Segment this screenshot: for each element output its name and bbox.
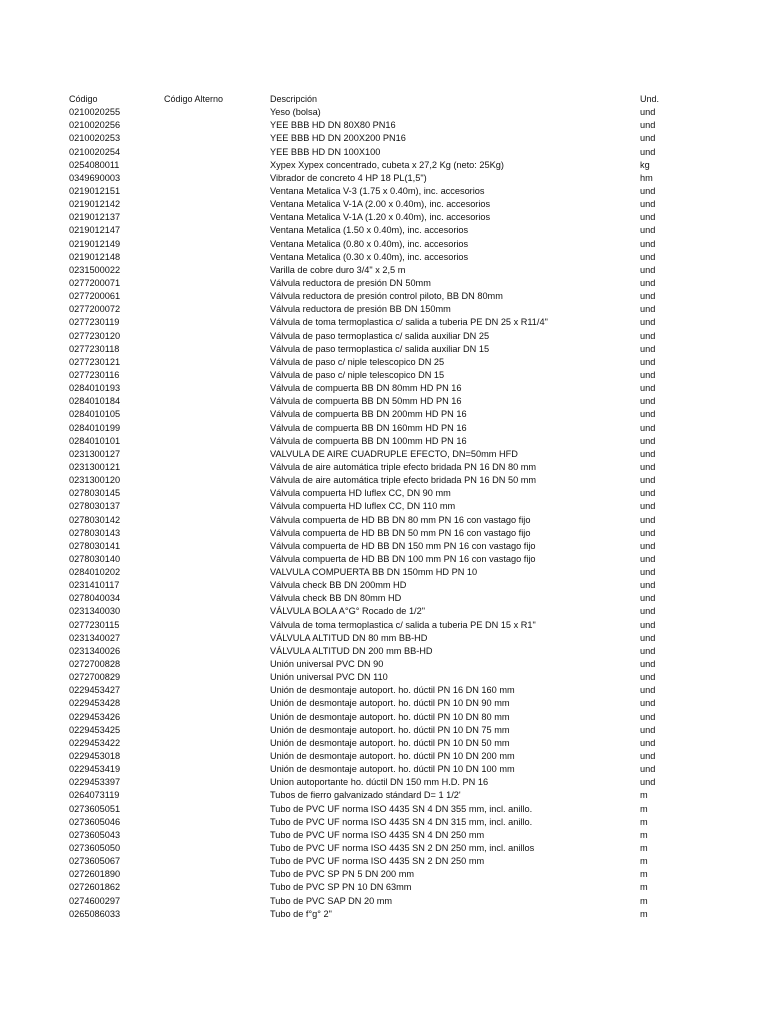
cell-unit: kg	[640, 159, 650, 170]
cell-unit: m	[640, 803, 648, 814]
cell-description: Válvula check BB DN 80mm HD	[270, 593, 402, 604]
cell-unit: und	[640, 304, 656, 315]
cell-code: 0210020256	[69, 120, 121, 131]
cell-unit: und	[640, 724, 656, 735]
cell-unit: und	[640, 461, 656, 472]
cell-code: 0231410117	[69, 580, 120, 591]
cell-code: 0273605046	[69, 816, 121, 827]
cell-description: Tubo de PVC UF norma ISO 4435 SN 4 DN 315 mm, incl. anillo.	[270, 816, 533, 827]
table-row	[0, 277, 768, 290]
cell-code: 0231340027	[69, 632, 121, 643]
cell-unit: und	[640, 225, 656, 236]
cell-unit: und	[640, 540, 656, 551]
cell-code: 0231500022	[69, 264, 121, 275]
table-row	[0, 619, 768, 632]
table-row	[0, 251, 768, 264]
cell-description: VÁLVULA ALTITUD DN 200 mm BB-HD	[270, 645, 433, 656]
table-row	[0, 435, 768, 448]
cell-description: Unión de desmontaje autoport. ho. dúctil PN 10 DN 200 mm	[270, 751, 515, 762]
table-row	[0, 514, 768, 527]
cell-code: 0231340030	[69, 606, 121, 617]
cell-description: Unión de desmontaje autoport. ho. dúctil PN 10 DN 50 mm	[270, 737, 510, 748]
header-description: Descripción	[270, 94, 318, 104]
cell-unit: m	[640, 856, 648, 867]
cell-unit: und	[640, 501, 656, 512]
cell-description: Tubo de PVC UF norma ISO 4435 SN 2 DN 250 mm, incl. anillos	[270, 843, 535, 854]
cell-description: YEE BBB HD DN 100X100	[270, 146, 381, 157]
table-row	[0, 408, 768, 421]
cell-description: Xypex Xypex concentrado, cubeta x 27,2 Kg (neto: 25Kg)	[270, 159, 504, 170]
table-row	[0, 553, 768, 566]
table-row	[0, 185, 768, 198]
cell-code: 0229453419	[69, 764, 121, 775]
table-row	[0, 211, 768, 224]
cell-unit: m	[640, 908, 648, 919]
cell-description: Tubo de PVC UF norma ISO 4435 SN 2 DN 250 mm	[270, 856, 485, 867]
cell-code: 0219012151	[69, 185, 121, 196]
table-row	[0, 330, 768, 343]
cell-code: 0284010199	[69, 422, 121, 433]
cell-code: 0273605067	[69, 856, 121, 867]
table-row	[0, 198, 768, 211]
cell-code: 0278030141	[69, 540, 121, 551]
cell-unit: und	[640, 356, 656, 367]
cell-code: 0229453426	[69, 711, 121, 722]
cell-code: 0231340026	[69, 645, 121, 656]
table-row	[0, 106, 768, 119]
cell-code: 0231300121	[69, 461, 121, 472]
cell-unit: und	[640, 698, 656, 709]
cell-unit: und	[640, 764, 656, 775]
cell-code: 0277200072	[69, 304, 121, 315]
cell-description: Válvula reductora de presión DN 50mm	[270, 277, 431, 288]
cell-unit: m	[640, 843, 648, 854]
cell-unit: und	[640, 751, 656, 762]
table-row	[0, 119, 768, 132]
header-unit: Und.	[640, 94, 660, 104]
cell-description: Vibrador de concreto 4 HP 18 PL(1,5")	[270, 172, 427, 183]
cell-code: 0277230116	[69, 369, 120, 380]
cell-code: 0277230120	[69, 330, 121, 341]
cell-description: Válvula compuerta HD luflex CC, DN 110 mm	[270, 501, 456, 512]
table-row	[0, 645, 768, 658]
cell-description: Válvula check BB DN 200mm HD	[270, 580, 407, 591]
table-row	[0, 566, 768, 579]
cell-unit: und	[640, 777, 656, 788]
cell-unit: und	[640, 396, 656, 407]
cell-code: 0277230118	[69, 343, 120, 354]
cell-code: 0284010193	[69, 383, 121, 394]
cell-description: Válvula de compuerta BB DN 160mm HD PN 16	[270, 422, 467, 433]
cell-unit: und	[640, 264, 656, 275]
table-row	[0, 868, 768, 881]
cell-unit: und	[640, 343, 656, 354]
cell-description: YEE BBB HD DN 200X200 PN16	[270, 133, 406, 144]
cell-code: 0265086033	[69, 908, 121, 919]
cell-code: 0284010101	[69, 435, 121, 446]
cell-code: 0229453425	[69, 724, 121, 735]
cell-description: Unión universal PVC DN 110	[270, 672, 388, 683]
cell-description: Ventana Metalica (1.50 x 0.40m), inc. accesorios	[270, 225, 469, 236]
cell-unit: und	[640, 291, 656, 302]
cell-code: 0284010184	[69, 396, 121, 407]
cell-unit: und	[640, 409, 656, 420]
cell-description: Válvula compuerta de HD BB DN 80 mm PN 16 con vastago fijo	[270, 514, 531, 525]
cell-description: Ventana Metalica (0.80 x 0.40m), inc. accesorios	[270, 238, 469, 249]
cell-unit: und	[640, 606, 656, 617]
table-row	[0, 159, 768, 172]
cell-description: Yeso (bolsa)	[270, 107, 321, 118]
table-row	[0, 763, 768, 776]
cell-unit: und	[640, 133, 656, 144]
cell-code: 0229453397	[69, 777, 121, 788]
table-row	[0, 500, 768, 513]
cell-description: Ventana Metalica V-1A (1.20 x 0.40m), inc. accesorios	[270, 212, 491, 223]
cell-code: 0273605050	[69, 843, 121, 854]
cell-description: Tubo de f°g° 2"	[270, 908, 332, 919]
cell-description: Válvula reductora de presión control piloto, BB DN 80mm	[270, 291, 503, 302]
cell-description: Ventana Metalica V-1A (2.00 x 0.40m), inc. accesorios	[270, 199, 491, 210]
cell-description: Válvula de paso termoplastica c/ salida auxiliar DN 15	[270, 343, 490, 354]
cell-unit: hm	[640, 172, 653, 183]
cell-unit: und	[640, 369, 656, 380]
cell-unit: m	[640, 816, 648, 827]
cell-code: 0284010202	[69, 567, 121, 578]
table-row	[0, 658, 768, 671]
cell-unit: und	[640, 146, 656, 157]
cell-code: 0231300127	[69, 448, 121, 459]
table-row	[0, 750, 768, 763]
cell-unit: und	[640, 107, 656, 118]
cell-code: 0278030137	[69, 501, 121, 512]
cell-unit: und	[640, 435, 656, 446]
cell-description: Válvula compuerta de HD BB DN 50 mm PN 16 con vastago fijo	[270, 527, 531, 538]
cell-description: Unión de desmontaje autoport. ho. dúctil PN 10 DN 100 mm	[270, 764, 515, 775]
cell-description: Válvula de paso c/ niple telescopico DN 25	[270, 356, 445, 367]
cell-unit: und	[640, 737, 656, 748]
cell-unit: und	[640, 383, 656, 394]
table-row	[0, 316, 768, 329]
table-row	[0, 461, 768, 474]
cell-unit: und	[640, 185, 656, 196]
cell-unit: und	[640, 567, 656, 578]
cell-unit: und	[640, 199, 656, 210]
cell-description: Válvula de aire automática triple efecto bridada PN 16 DN 80 mm	[270, 461, 537, 472]
cell-code: 0229453428	[69, 698, 121, 709]
cell-code: 0210020254	[69, 146, 121, 157]
cell-description: Unión de desmontaje autoport. ho. dúctil PN 10 DN 80 mm	[270, 711, 510, 722]
cell-unit: und	[640, 514, 656, 525]
cell-code: 0264073119	[69, 790, 120, 801]
table-row	[0, 697, 768, 710]
table-row	[0, 172, 768, 185]
cell-unit: und	[640, 553, 656, 564]
cell-code: 0272601890	[69, 869, 121, 880]
table-row	[0, 881, 768, 894]
cell-code: 0278030145	[69, 488, 121, 499]
table-row	[0, 356, 768, 369]
cell-unit: und	[640, 593, 656, 604]
cell-description: Unión universal PVC DN 90	[270, 659, 384, 670]
cell-unit: und	[640, 711, 656, 722]
cell-description: Tubo de PVC SAP DN 20 mm	[270, 895, 393, 906]
cell-unit: und	[640, 422, 656, 433]
cell-code: 0272601862	[69, 882, 121, 893]
cell-code: 0284010105	[69, 409, 121, 420]
cell-code: 0254080011	[69, 159, 120, 170]
table-row	[0, 224, 768, 237]
cell-code: 0277230119	[69, 317, 120, 328]
cell-code: 0277200061	[69, 291, 121, 302]
table-row	[0, 382, 768, 395]
cell-code: 0277200071	[69, 277, 121, 288]
table-row	[0, 632, 768, 645]
cell-unit: und	[640, 120, 656, 131]
cell-code: 0219012148	[69, 251, 121, 262]
cell-code: 0349690003	[69, 172, 121, 183]
cell-unit: und	[640, 251, 656, 262]
cell-description: Válvula de compuerta BB DN 50mm HD PN 16	[270, 396, 462, 407]
cell-code: 0273605043	[69, 829, 121, 840]
cell-description: Tubo de PVC UF norma ISO 4435 SN 4 DN 250 mm	[270, 829, 485, 840]
table-row	[0, 540, 768, 553]
cell-description: Ventana Metalica (0.30 x 0.40m), inc. accesorios	[270, 251, 469, 262]
cell-description: Tubo de PVC SP PN 10 DN 63mm	[270, 882, 412, 893]
cell-description: Tubos de fierro galvanizado stándard D= 1 1/2'	[270, 790, 461, 801]
cell-unit: und	[640, 580, 656, 591]
cell-description: Válvula de toma termoplastica c/ salida a tuberia PE DN 15 x R1"	[270, 619, 536, 630]
cell-description: Válvula de paso c/ niple telescopico DN 15	[270, 369, 445, 380]
table-row	[0, 724, 768, 737]
table-row	[0, 303, 768, 316]
cell-code: 0278030140	[69, 553, 121, 564]
table-row	[0, 908, 768, 921]
cell-unit: m	[640, 895, 648, 906]
table-row	[0, 776, 768, 789]
cell-description: Válvula compuerta HD luflex CC, DN 90 mm	[270, 488, 451, 499]
table-row	[0, 816, 768, 829]
cell-code: 0219012137	[69, 212, 121, 223]
table-row	[0, 146, 768, 159]
cell-unit: und	[640, 632, 656, 643]
cell-description: Unión de desmontaje autoport. ho. dúctil PN 10 DN 90 mm	[270, 698, 510, 709]
cell-description: VALVULA DE AIRE CUADRUPLE EFECTO, DN=50mm HFD	[270, 448, 518, 459]
cell-code: 0277230121	[69, 356, 121, 367]
price-list-table	[0, 93, 768, 921]
table-row	[0, 711, 768, 724]
cell-unit: und	[640, 685, 656, 696]
table-row	[0, 684, 768, 697]
cell-description: Ventana Metalica V-3 (1.75 x 0.40m), inc. accesorios	[270, 185, 485, 196]
cell-unit: und	[640, 488, 656, 499]
table-row	[0, 842, 768, 855]
cell-code: 0272700829	[69, 672, 121, 683]
cell-description: VÁLVULA BOLA A°G° Rocado de 1/2"	[270, 606, 425, 617]
cell-description: VALVULA COMPUERTA BB DN 150mm HD PN 10	[270, 567, 478, 578]
cell-unit: m	[640, 882, 648, 893]
table-row	[0, 803, 768, 816]
table-row	[0, 290, 768, 303]
cell-code: 0272700828	[69, 659, 121, 670]
cell-description: Tubo de PVC SP PN 5 DN 200 mm	[270, 869, 414, 880]
cell-code: 0219012142	[69, 199, 121, 210]
cell-code: 0278040034	[69, 593, 121, 604]
cell-description: YEE BBB HD DN 80X80 PN16	[270, 120, 396, 131]
table-row	[0, 343, 768, 356]
cell-code: 0273605051	[69, 803, 121, 814]
table-row	[0, 132, 768, 145]
cell-description: Válvula de aire automática triple efecto bridada PN 16 DN 50 mm	[270, 475, 537, 486]
cell-description: Válvula de compuerta BB DN 100mm HD PN 16	[270, 435, 467, 446]
cell-unit: und	[640, 659, 656, 670]
table-header	[0, 93, 768, 106]
cell-unit: und	[640, 475, 656, 486]
table-row	[0, 671, 768, 684]
cell-code: 0277230115	[69, 619, 120, 630]
table-row	[0, 737, 768, 750]
header-alt-code: Código Alterno	[164, 94, 224, 104]
cell-code: 0229453018	[69, 751, 121, 762]
cell-unit: m	[640, 790, 648, 801]
table-row	[0, 592, 768, 605]
table-row	[0, 829, 768, 842]
cell-code: 0219012147	[69, 225, 121, 236]
cell-code: 0210020253	[69, 133, 121, 144]
cell-description: Válvula reductora de presión BB DN 150mm	[270, 304, 451, 315]
table-row	[0, 487, 768, 500]
cell-code: 0278030142	[69, 514, 121, 525]
cell-code: 0274600297	[69, 895, 121, 906]
cell-description: Unión de desmontaje autoport. ho. dúctil PN 10 DN 75 mm	[270, 724, 510, 735]
cell-description: Válvula de paso termoplastica c/ salida auxiliar DN 25	[270, 330, 490, 341]
cell-code: 0219012149	[69, 238, 121, 249]
table-row	[0, 369, 768, 382]
table-row	[0, 789, 768, 802]
cell-description: Union autoportante ho. dúctil DN 150 mm H.D. PN 16	[270, 777, 489, 788]
cell-unit: und	[640, 212, 656, 223]
table-row	[0, 895, 768, 908]
cell-unit: und	[640, 317, 656, 328]
cell-description: Válvula de compuerta BB DN 200mm HD PN 16	[270, 409, 467, 420]
cell-code: 0210020255	[69, 107, 121, 118]
table-body	[0, 106, 768, 921]
cell-unit: m	[640, 829, 648, 840]
cell-description: Válvula de toma termoplastica c/ salida a tuberia PE DN 25 x R11/4"	[270, 317, 548, 328]
cell-unit: und	[640, 645, 656, 656]
header-code: Código	[69, 94, 98, 104]
cell-unit: und	[640, 277, 656, 288]
cell-description: VÁLVULA ALTITUD DN 80 mm BB-HD	[270, 632, 428, 643]
cell-unit: und	[640, 330, 656, 341]
table-row	[0, 395, 768, 408]
cell-unit: und	[640, 238, 656, 249]
cell-unit: und	[640, 527, 656, 538]
table-row	[0, 579, 768, 592]
table-row	[0, 474, 768, 487]
cell-description: Varilla de cobre duro 3/4" x 2,5 m	[270, 264, 406, 275]
table-row	[0, 238, 768, 251]
table-row	[0, 605, 768, 618]
cell-unit: und	[640, 448, 656, 459]
cell-code: 0229453422	[69, 737, 121, 748]
cell-code: 0278030143	[69, 527, 121, 538]
table-row	[0, 264, 768, 277]
cell-description: Tubo de PVC UF norma ISO 4435 SN 4 DN 355 mm, incl. anillo.	[270, 803, 533, 814]
cell-description: Unión de desmontaje autoport. ho. dúctil PN 16 DN 160 mm	[270, 685, 515, 696]
cell-unit: m	[640, 869, 648, 880]
cell-code: 0229453427	[69, 685, 121, 696]
cell-unit: und	[640, 672, 656, 683]
table-row	[0, 855, 768, 868]
table-row	[0, 422, 768, 435]
cell-unit: und	[640, 619, 656, 630]
cell-description: Válvula compuerta de HD BB DN 150 mm PN 16 con vastago fijo	[270, 540, 536, 551]
table-row	[0, 527, 768, 540]
table-row	[0, 448, 768, 461]
cell-description: Válvula compuerta de HD BB DN 100 mm PN 16 con vastago fijo	[270, 553, 536, 564]
cell-description: Válvula de compuerta BB DN 80mm HD PN 16	[270, 383, 462, 394]
cell-code: 0231300120	[69, 475, 121, 486]
